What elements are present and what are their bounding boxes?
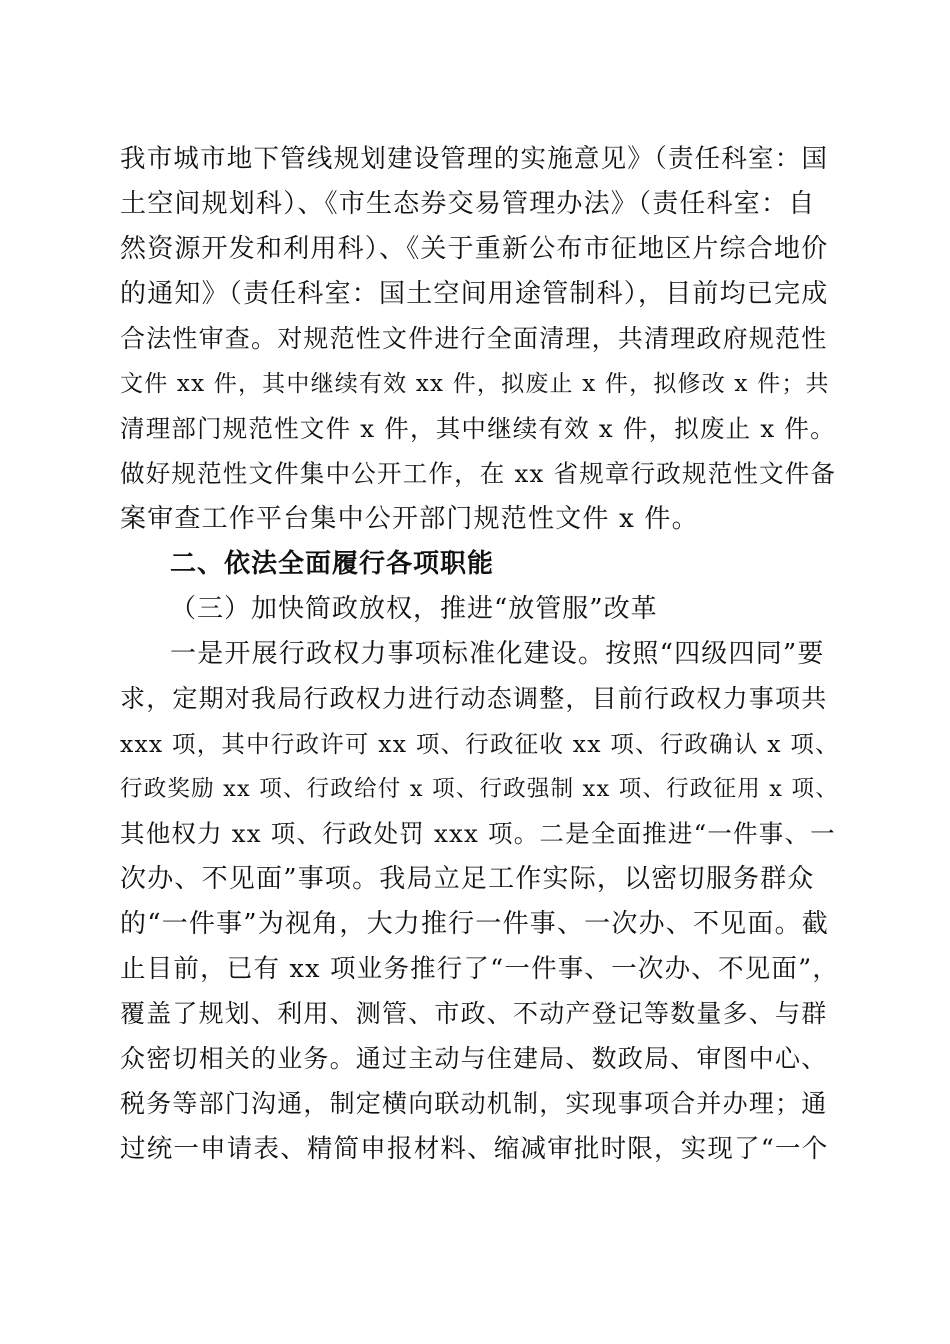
text-line: 次办、不见面”事项。我局立足工作实际，以密切服务群众 [120,864,815,894]
text-line: 行政奖励 xx 项、行政给付 x 项、行政强制 xx 项、行政征用 x 项、 [120,776,839,802]
text-line: 合法性审查。对规范性文件进行全面清理，共清理政府规范性 [120,324,828,353]
text-line: 过统一申请表、精简申报材料、缩减审批时限，实现了“一个 [120,1134,829,1164]
section-heading: 二、依法全面履行各项职能 [170,549,495,579]
subsection-heading: （三）加快简政放权，推进“放管服”改革 [170,594,658,624]
text-line: 文件 xx 件，其中继续有效 xx 件，拟废止 x 件，拟修改 x 件；共 [120,371,830,397]
text-line: 的通知》（责任科室：国土空间用途管制科），目前均已完成 [120,279,829,309]
text-line: 然资源开发和利用科）、《关于重新公布市征地区片综合地价 [120,234,829,264]
text-line: 税务等部门沟通，制定横向联动机制，实现事项合并办理；通 [120,1089,828,1118]
text-line: 土空间规划科）、《市生态券交易管理办法》（责任科室：自 [120,189,816,219]
text-line: 求，定期对我局行政权力进行动态调整，目前行政权力事项共 [120,684,828,713]
text-line: 清理部门规范性文件 x 件，其中继续有效 x 件，拟废止 x 件。 [120,414,836,443]
text-line: 众密切相关的业务。通过主动与住建局、数政局、审图中心、 [120,1044,828,1073]
text-line: 案审查工作平台集中公开部门规范性文件 x 件。 [120,504,699,534]
text-line: 止目前，已有 xx 项业务推行了“一件事、一次办、不见面”， [120,954,840,984]
text-line: 覆盖了规划、利用、测管、市政、不动产登记等数量多、与群 [120,999,828,1028]
text-line: 的“一件事”为视角，大力推行一件事、一次办、不见面。截 [120,909,829,939]
text-line: 一是开展行政权力事项标准化建设。按照“四级四同”要 [170,639,825,669]
text-line: 其他权力 xx 项、行政处罚 xxx 项。二是全面推进“一件事、一 [120,819,836,848]
text-line: xxx 项，其中行政许可 xx 项、行政征收 xx 项、行政确认 x 项、 [120,730,840,758]
text-line: 做好规范性文件集中公开工作，在 xx 省规章行政规范性文件备 [120,459,837,488]
text-line: 我市城市地下管线规划建设管理的实施意见》（责任科室：国 [120,144,829,174]
